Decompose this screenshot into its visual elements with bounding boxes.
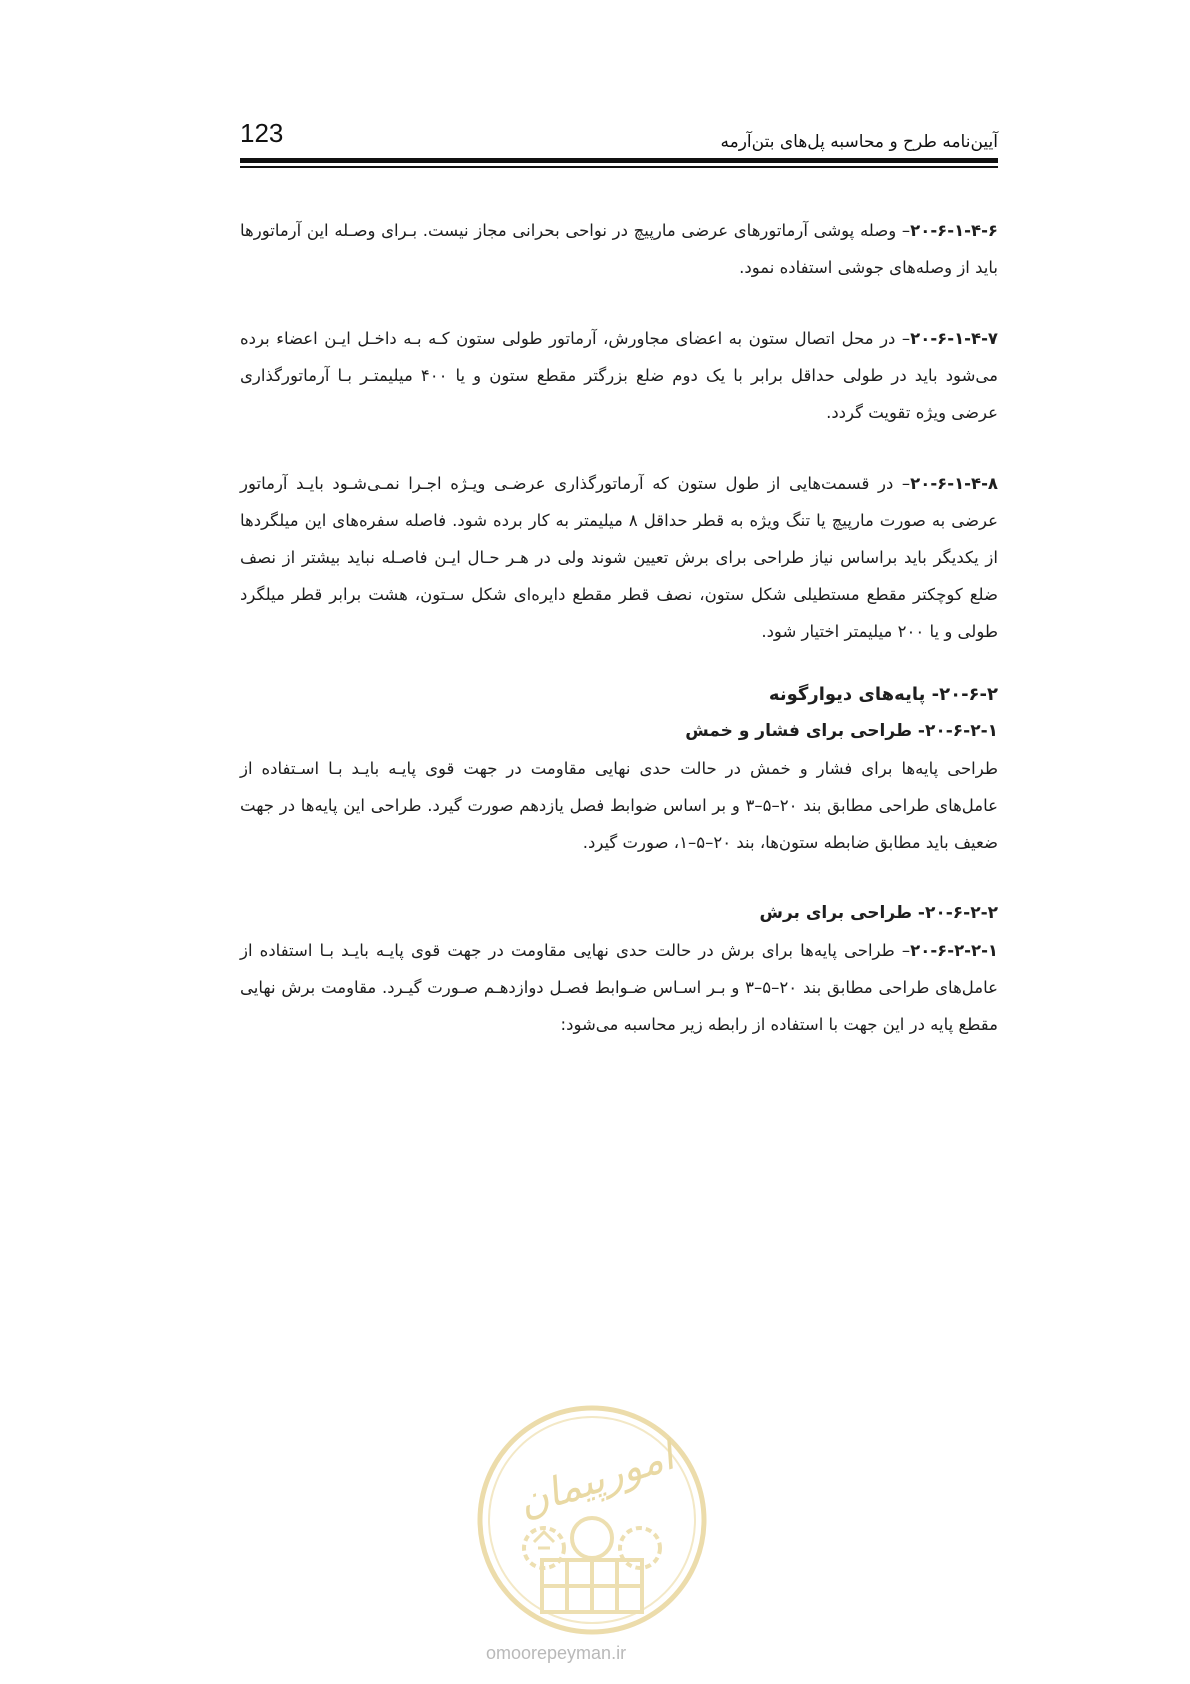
- subsection-heading-compression: ۲۰-۶-۲-۱- طراحی برای فشار و خمش: [685, 721, 998, 741]
- clause-text: – در محل اتصال ستون به اعضای مجاورش، آرماتور طولی ستون کـه بـه داخـل ایـن اعضاء برده می‌شود باید در طولی حداقل برابر با یک دوم ضلع بزرگتر مقطع ستون و یا ۴۰۰ میلیمتـر بـا آرماتورگذاری عرضی ویژه تقویت گردد.: [240, 329, 998, 422]
- page-body: [240, 212, 998, 1043]
- clause-number: ۲۰-۶-۲-۲-۱: [910, 941, 998, 960]
- watermark-url: omoorepeyman.ir: [486, 1643, 627, 1663]
- clause-number: ۲۰-۶-۱-۴-۷: [910, 329, 998, 348]
- clause-20-6-1-4-8: [240, 465, 998, 650]
- clause-number: ۲۰-۶-۱-۴-۶: [910, 221, 998, 240]
- clause-text: – وصله پوشی آرماتورهای عرضی مارپیچ در نواحی بحرانی مجاز نیست. بـرای وصـله این آرماتورها باید از وصله‌های جوشی استفاده نمود.: [240, 221, 998, 277]
- paragraph-compression-flexure: طراحی پایه‌ها برای فشار و خمش در حالت حدی نهایی مقاومت در جهت قوی پایـه بایـد بـا اسـتفاده از عامل‌های طراحی مطابق بند ۲۰–۵–۳ و بر اساس ضوابط فصل یازدهم صورت گیرد. طراحی این پایه‌ها در جهت ضعیف باید مطابق ضابطه ستون‌ها، بند ۲۰–۵–۱، صورت گیرد.: [240, 759, 998, 852]
- svg-text:امورپیمان: امورپیمان: [512, 1432, 680, 1527]
- clause-text: – در قسمت‌هایی از طول ستون که آرماتورگذاری عرضـی ویـژه اجـرا نمـی‌شـود بایـد آرماتور عرضی به صورت مارپیچ یا تنگ ویژه به قطر حداقل ۸ میلیمتر به کار برده شود. فاصله سفره‌های این میلگردها از یکدیگر باید براساس نیاز طراحی برای برش تعیین شوند ولی در هـر حـال ایـن فاصـله نباید بیشتر از نصف ضلع کوچکتر مقطع مستطیلی شکل ستون، نصف قطر مقطع دایره‌ای شکل سـتون، هشت برابر قطر میلگرد طولی و یا ۲۰۰ میلیمتر اختیار شود.: [240, 474, 998, 641]
- section-heading-wall-piers: ۲۰-۶-۲- پایه‌های دیوارگونه: [768, 684, 998, 705]
- clause-20-6-2-2-1: [240, 932, 998, 1043]
- clause-number: ۲۰-۶-۱-۴-۸: [910, 474, 998, 493]
- page-number: 123: [240, 118, 284, 148]
- header-rule-thin: [240, 166, 998, 168]
- header-rule-thick: [240, 158, 998, 163]
- running-title: آیین‌نامه طرح و محاسبه پل‌های بتن‌آرمه: [720, 132, 998, 152]
- subsection-heading-shear: ۲۰-۶-۲-۲- طراحی برای برش: [759, 903, 998, 923]
- clause-20-6-1-4-6: [240, 212, 998, 286]
- publisher-seal-logo: [472, 1400, 712, 1640]
- clause-20-6-1-4-7: [240, 320, 998, 431]
- clause-text: – طراحی پایه‌ها برای برش در حالت حدی نهایی مقاومت در جهت قوی پایـه بایـد بـا استفاده از عامل‌های طراحی مطابق بند ۲۰–۵–۳ و بـر اسـاس ضـوابط فصـل دوازدهـم صـورت گیـرد. مقاومت برش نهایی مقطع پایه در این جهت با استفاده از رابطه زیر محاسبه می‌شود:: [240, 941, 998, 1034]
